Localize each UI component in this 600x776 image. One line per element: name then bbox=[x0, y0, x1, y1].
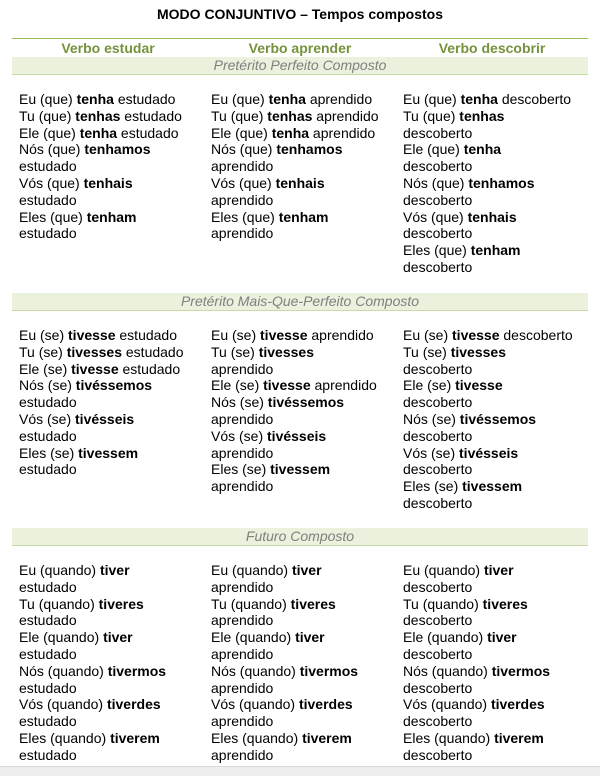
auxiliary-verb: tiverem bbox=[494, 729, 544, 746]
conjugation-text: estudado bbox=[19, 461, 77, 478]
conjugation-line bbox=[403, 478, 591, 495]
conjugation-line bbox=[403, 242, 591, 259]
section-divider bbox=[12, 74, 588, 75]
conjugation-text: Nós (se) bbox=[403, 410, 460, 427]
auxiliary-verb: tiverem bbox=[302, 729, 352, 746]
conjugation-text: descoberto bbox=[403, 427, 473, 444]
auxiliary-verb: tiver bbox=[487, 629, 517, 646]
conjugation-text: Ele (que) bbox=[211, 124, 272, 141]
conjugation-text: descoberto bbox=[403, 461, 473, 478]
conjugation-text: aprendido bbox=[211, 360, 274, 377]
conjugation-column bbox=[19, 562, 207, 764]
auxiliary-verb: tenhais bbox=[467, 208, 517, 225]
conjugation-line bbox=[19, 747, 207, 764]
conjugation-line bbox=[403, 663, 591, 680]
conjugation-line bbox=[19, 696, 207, 713]
conjugation-line bbox=[403, 125, 591, 142]
section-band-preterito-perfeito: Pretérito Perfeito Composto bbox=[12, 57, 588, 74]
conjugation-line bbox=[403, 428, 591, 445]
conjugation-text: estudado bbox=[19, 612, 77, 629]
conjugation-line bbox=[211, 344, 399, 361]
conjugation-line bbox=[403, 327, 591, 344]
conjugation-line bbox=[403, 680, 591, 697]
auxiliary-verb: tivermos bbox=[299, 662, 359, 679]
conjugation-text: Ele (quando) bbox=[211, 629, 296, 646]
conjugation-text: estudado bbox=[19, 713, 77, 730]
conjugation-line bbox=[211, 225, 399, 242]
conjugation-text: Nós (se) bbox=[211, 394, 268, 411]
conjugation-line bbox=[19, 629, 207, 646]
conjugation-line bbox=[19, 377, 207, 394]
section-divider bbox=[12, 310, 588, 311]
auxiliary-verb: tivesse bbox=[455, 377, 503, 394]
conjugation-line bbox=[19, 175, 207, 192]
conjugation-line bbox=[403, 730, 591, 747]
conjugation-line bbox=[403, 495, 591, 512]
auxiliary-verb: tenha bbox=[79, 124, 118, 141]
conjugation-line bbox=[211, 461, 399, 478]
conjugation-text: estudado bbox=[117, 124, 179, 141]
auxiliary-verb: tiver bbox=[103, 629, 133, 646]
conjugation-line bbox=[19, 225, 207, 242]
conjugation-line bbox=[211, 125, 399, 142]
conjugation-line bbox=[211, 91, 399, 108]
conjugation-column bbox=[19, 91, 207, 242]
section-divider bbox=[12, 545, 588, 546]
conjugation-text: estudado bbox=[19, 645, 77, 662]
conjugation-text: Vós (quando) bbox=[211, 696, 299, 713]
conjugation-line bbox=[403, 562, 591, 579]
auxiliary-verb: tivessem bbox=[270, 461, 331, 478]
conjugation-line bbox=[19, 158, 207, 175]
conjugation-line bbox=[403, 747, 591, 764]
conjugation-text: descoberto bbox=[403, 124, 473, 141]
conjugation-text: estudado bbox=[19, 225, 77, 242]
conjugation-text: estudado bbox=[19, 679, 77, 696]
conjugation-text: Eu (que) bbox=[403, 91, 461, 107]
auxiliary-verb: tiver bbox=[295, 629, 325, 646]
auxiliary-verb: tenha bbox=[271, 124, 310, 141]
conjugation-column bbox=[211, 91, 399, 242]
conjugation-line bbox=[403, 175, 591, 192]
auxiliary-verb: tenhais bbox=[275, 174, 325, 191]
conjugation-text: estudado bbox=[118, 360, 181, 377]
conjugation-line bbox=[19, 344, 207, 361]
conjugation-text: estudado bbox=[115, 327, 177, 343]
conjugation-text: aprendido bbox=[307, 327, 374, 343]
auxiliary-verb: tivésseis bbox=[267, 427, 327, 444]
conjugation-line bbox=[19, 596, 207, 613]
auxiliary-verb: tivessem bbox=[462, 478, 523, 495]
conjugation-text: Ele (se) bbox=[403, 377, 456, 394]
conjugation-line bbox=[211, 629, 399, 646]
conjugation-line bbox=[19, 445, 207, 462]
conjugation-text: Nós (quando) bbox=[211, 662, 300, 679]
conjugation-line bbox=[211, 428, 399, 445]
conjugation-text: aprendido bbox=[305, 91, 373, 107]
conjugation-text: estudado bbox=[19, 191, 77, 208]
conjugation-text: aprendido bbox=[211, 410, 274, 427]
conjugation-line bbox=[403, 612, 591, 629]
conjugation-line bbox=[211, 209, 399, 226]
auxiliary-verb: tenhais bbox=[83, 174, 133, 191]
auxiliary-verb: tivesses bbox=[258, 343, 314, 360]
conjugation-text: aprendido bbox=[309, 124, 376, 141]
conjugation-text: descoberto bbox=[403, 225, 473, 242]
conjugation-text: aprendido bbox=[211, 612, 274, 629]
conjugation-text: descoberto bbox=[403, 612, 473, 629]
conjugation-column bbox=[403, 91, 591, 276]
conjugation-line bbox=[403, 225, 591, 242]
auxiliary-verb: tenhamos bbox=[276, 141, 343, 158]
conjugation-text: Eu (quando) bbox=[19, 562, 100, 578]
conjugation-column bbox=[211, 562, 399, 764]
conjugation-line bbox=[19, 361, 207, 378]
conjugation-text: Vós (se) bbox=[403, 444, 460, 461]
conjugation-text: Nós (que) bbox=[19, 141, 85, 158]
conjugation-line bbox=[403, 377, 591, 394]
conjugation-line bbox=[403, 646, 591, 663]
conjugation-line bbox=[211, 175, 399, 192]
conjugation-text: Vós (quando) bbox=[19, 696, 107, 713]
conjugation-text: Vós (que) bbox=[211, 174, 276, 191]
auxiliary-verb: tenha bbox=[463, 141, 502, 158]
conjugation-text: Nós (quando) bbox=[403, 662, 492, 679]
conjugation-text: aprendido bbox=[211, 444, 274, 461]
conjugation-line bbox=[211, 361, 399, 378]
conjugation-text: aprendido bbox=[211, 746, 274, 763]
page-title: MODO CONJUNTIVO – Tempos compostos bbox=[157, 6, 443, 22]
conjugation-line bbox=[403, 445, 591, 462]
conjugation-text: descoberto bbox=[403, 679, 473, 696]
conjugation-text: Eu (quando) bbox=[403, 562, 484, 578]
conjugation-line bbox=[403, 411, 591, 428]
conjugation-text: Eles (quando) bbox=[211, 729, 303, 746]
conjugation-line bbox=[19, 730, 207, 747]
conjugation-line bbox=[403, 461, 591, 478]
auxiliary-verb: tivésseis bbox=[459, 444, 519, 461]
conjugation-text: Eles (quando) bbox=[19, 729, 111, 746]
conjugation-text: Vós (quando) bbox=[403, 696, 491, 713]
conjugation-text: aprendido bbox=[310, 377, 377, 394]
conjugation-text: Vós (se) bbox=[19, 410, 76, 427]
conjugation-line bbox=[403, 158, 591, 175]
auxiliary-verb: tenha bbox=[76, 91, 114, 107]
conjugation-text: Eles (que) bbox=[403, 242, 471, 259]
auxiliary-verb: tiverdes bbox=[298, 696, 353, 713]
conjugation-text: Ele (quando) bbox=[403, 629, 488, 646]
conjugation-text: Tu (quando) bbox=[403, 595, 483, 612]
conjugation-line bbox=[211, 713, 399, 730]
conjugation-text: Eu (se) bbox=[403, 327, 453, 343]
conjugation-text: Ele (quando) bbox=[19, 629, 104, 646]
conjugation-text: Tu (que) bbox=[403, 107, 460, 124]
conjugation-text: aprendido bbox=[211, 478, 274, 495]
conjugation-text: descoberto bbox=[497, 91, 572, 107]
conjugation-line bbox=[211, 377, 399, 394]
conjugation-line bbox=[211, 596, 399, 613]
conjugation-line bbox=[211, 158, 399, 175]
conjugation-line bbox=[403, 596, 591, 613]
conjugation-text: Tu (se) bbox=[19, 343, 67, 360]
conjugation-text: Eu (se) bbox=[19, 327, 69, 343]
auxiliary-verb: tivesse bbox=[260, 327, 308, 343]
conjugation-line bbox=[211, 663, 399, 680]
auxiliary-verb: tenhas bbox=[459, 107, 505, 124]
conjugation-line bbox=[403, 192, 591, 209]
conjugation-line bbox=[211, 411, 399, 428]
conjugation-line bbox=[19, 125, 207, 142]
auxiliary-verb: tiverdes bbox=[106, 696, 161, 713]
conjugation-line bbox=[19, 394, 207, 411]
conjugation-text: descoberto bbox=[403, 258, 473, 275]
conjugation-line bbox=[19, 192, 207, 209]
auxiliary-verb: tivermos bbox=[491, 662, 551, 679]
conjugation-line bbox=[19, 680, 207, 697]
auxiliary-verb: tivessem bbox=[78, 444, 139, 461]
conjugation-text: Tu (se) bbox=[211, 343, 259, 360]
conjugation-text: estudado bbox=[122, 343, 184, 360]
conjugation-line bbox=[19, 579, 207, 596]
auxiliary-verb: tenha bbox=[268, 91, 306, 107]
conjugation-line bbox=[211, 141, 399, 158]
auxiliary-verb: tiver bbox=[291, 562, 322, 578]
column-header-estudar: Verbo estudar bbox=[61, 40, 155, 56]
conjugation-line bbox=[211, 478, 399, 495]
conjugation-text: descoberto bbox=[403, 494, 473, 511]
column-header-row bbox=[12, 38, 588, 57]
conjugation-text: Eu (quando) bbox=[211, 562, 292, 578]
conjugation-text: Eu (se) bbox=[211, 327, 261, 343]
auxiliary-verb: tiveres bbox=[98, 595, 144, 612]
conjugation-text: Vós (que) bbox=[403, 208, 468, 225]
conjugation-column bbox=[19, 327, 207, 478]
conjugation-line bbox=[19, 612, 207, 629]
conjugation-line bbox=[19, 411, 207, 428]
conjugation-text: descoberto bbox=[403, 645, 473, 662]
conjugation-line bbox=[403, 344, 591, 361]
conjugation-text: Nós (se) bbox=[19, 377, 76, 394]
conjugation-text: aprendido bbox=[211, 578, 274, 595]
auxiliary-verb: tivesses bbox=[450, 343, 506, 360]
auxiliary-verb: tenhamos bbox=[468, 174, 535, 191]
conjugation-text: estudado bbox=[19, 427, 77, 444]
conjugation-line bbox=[403, 713, 591, 730]
conjugation-text: Eles (se) bbox=[19, 444, 79, 461]
conjugation-text: descoberto bbox=[403, 713, 473, 730]
conjugation-text: descoberto bbox=[403, 360, 473, 377]
conjugation-line bbox=[211, 646, 399, 663]
conjugation-text: aprendido bbox=[312, 107, 379, 124]
auxiliary-verb: tenham bbox=[470, 242, 521, 259]
conjugation-text: aprendido bbox=[211, 225, 274, 242]
conjugation-text: Eu (que) bbox=[211, 91, 269, 107]
conjugation-line bbox=[211, 612, 399, 629]
conjugation-line bbox=[403, 108, 591, 125]
conjugation-line bbox=[211, 562, 399, 579]
conjugation-text: descoberto bbox=[403, 158, 473, 175]
conjugation-text: estudado bbox=[113, 91, 176, 107]
auxiliary-verb: tenhas bbox=[267, 107, 313, 124]
conjugation-text: Vós (que) bbox=[19, 174, 84, 191]
auxiliary-verb: tenhas bbox=[75, 107, 121, 124]
auxiliary-verb: tivésseis bbox=[75, 410, 135, 427]
conjugation-text: Tu (quando) bbox=[19, 595, 99, 612]
conjugation-text: Ele (se) bbox=[19, 360, 72, 377]
auxiliary-verb: tenhamos bbox=[84, 141, 151, 158]
auxiliary-verb: tenham bbox=[86, 208, 137, 225]
conjugation-text: Nós (que) bbox=[403, 174, 469, 191]
auxiliary-verb: tivéssemos bbox=[75, 377, 153, 394]
conjugation-text: aprendido bbox=[211, 713, 274, 730]
conjugation-text: descoberto bbox=[499, 327, 573, 343]
conjugation-text: Tu (que) bbox=[211, 107, 268, 124]
conjugation-text: descoberto bbox=[403, 191, 473, 208]
conjugation-line bbox=[403, 696, 591, 713]
conjugation-line bbox=[211, 730, 399, 747]
auxiliary-verb: tenham bbox=[278, 208, 329, 225]
conjugation-text: Nós (que) bbox=[211, 141, 277, 158]
conjugation-text: descoberto bbox=[403, 746, 473, 763]
conjugation-text: Eles (que) bbox=[211, 208, 279, 225]
conjugation-line bbox=[19, 327, 207, 344]
conjugation-line bbox=[211, 327, 399, 344]
conjugation-line bbox=[19, 646, 207, 663]
conjugation-line bbox=[403, 91, 591, 108]
conjugation-line bbox=[403, 259, 591, 276]
conjugation-column bbox=[403, 327, 591, 512]
conjugation-line bbox=[19, 461, 207, 478]
column-header-aprender: Verbo aprender bbox=[248, 40, 352, 56]
conjugation-text: Eu (que) bbox=[19, 91, 77, 107]
conjugation-text: estudado bbox=[120, 107, 182, 124]
auxiliary-verb: tivesse bbox=[263, 377, 311, 394]
conjugation-line bbox=[19, 108, 207, 125]
conjugation-text: descoberto bbox=[403, 394, 473, 411]
conjugation-line bbox=[211, 747, 399, 764]
auxiliary-verb: tenha bbox=[460, 91, 498, 107]
conjugation-text: estudado bbox=[19, 746, 77, 763]
conjugation-text: Ele (que) bbox=[19, 124, 80, 141]
conjugation-text: Eles (que) bbox=[19, 208, 87, 225]
auxiliary-verb: tivesse bbox=[71, 360, 119, 377]
auxiliary-verb: tivesse bbox=[68, 327, 116, 343]
conjugation-line bbox=[403, 629, 591, 646]
conjugation-text: Ele (que) bbox=[403, 141, 464, 158]
auxiliary-verb: tivesse bbox=[452, 327, 500, 343]
auxiliary-verb: tiveres bbox=[482, 595, 528, 612]
conjugation-text: Tu (quando) bbox=[211, 595, 291, 612]
auxiliary-verb: tiver bbox=[483, 562, 514, 578]
auxiliary-verb: tivesses bbox=[66, 343, 122, 360]
conjugation-line bbox=[19, 663, 207, 680]
conjugation-line bbox=[19, 713, 207, 730]
auxiliary-verb: tivéssemos bbox=[459, 410, 537, 427]
conjugation-line bbox=[19, 428, 207, 445]
conjugation-text: Tu (que) bbox=[19, 107, 76, 124]
conjugation-text: estudado bbox=[19, 394, 77, 411]
conjugation-line bbox=[403, 361, 591, 378]
conjugation-text: aprendido bbox=[211, 158, 274, 175]
conjugation-text: Eles (se) bbox=[403, 478, 463, 495]
conjugation-line bbox=[19, 562, 207, 579]
auxiliary-verb: tiver bbox=[99, 562, 130, 578]
auxiliary-verb: tivéssemos bbox=[267, 394, 345, 411]
conjugation-text: aprendido bbox=[211, 191, 274, 208]
conjugation-text: estudado bbox=[19, 578, 77, 595]
conjugation-text: Eles (quando) bbox=[403, 729, 495, 746]
conjugation-line bbox=[19, 209, 207, 226]
conjugation-line bbox=[19, 91, 207, 108]
auxiliary-verb: tivermos bbox=[107, 662, 167, 679]
conjugation-text: aprendido bbox=[211, 679, 274, 696]
conjugation-column bbox=[211, 327, 399, 495]
conjugation-line bbox=[211, 445, 399, 462]
conjugation-text: Vós (se) bbox=[211, 427, 268, 444]
section-band-mais-que-perfeito: Pretérito Mais-Que-Perfeito Composto bbox=[12, 293, 588, 310]
conjugation-line bbox=[211, 680, 399, 697]
conjugation-line bbox=[211, 192, 399, 209]
column-header-descobrir: Verbo descobrir bbox=[438, 40, 546, 56]
conjugation-line bbox=[403, 579, 591, 596]
conjugation-text: Eles (se) bbox=[211, 461, 271, 478]
conjugation-line bbox=[211, 108, 399, 125]
conjugation-text: descoberto bbox=[403, 578, 473, 595]
conjugation-text: estudado bbox=[19, 158, 77, 175]
conjugation-line bbox=[211, 394, 399, 411]
conjugation-column bbox=[403, 562, 591, 764]
conjugation-text: Nós (quando) bbox=[19, 662, 108, 679]
auxiliary-verb: tiverdes bbox=[490, 696, 545, 713]
conjugation-line bbox=[403, 394, 591, 411]
conjugation-line bbox=[403, 141, 591, 158]
auxiliary-verb: tiveres bbox=[290, 595, 336, 612]
conjugation-line bbox=[211, 579, 399, 596]
conjugation-line bbox=[19, 141, 207, 158]
section-band-futuro: Futuro Composto bbox=[12, 528, 588, 545]
conjugation-line bbox=[211, 696, 399, 713]
conjugation-text: aprendido bbox=[211, 645, 274, 662]
conjugation-text: Ele (se) bbox=[211, 377, 264, 394]
conjugation-line bbox=[403, 209, 591, 226]
auxiliary-verb: tiverem bbox=[110, 729, 160, 746]
conjugation-text: Tu (se) bbox=[403, 343, 451, 360]
